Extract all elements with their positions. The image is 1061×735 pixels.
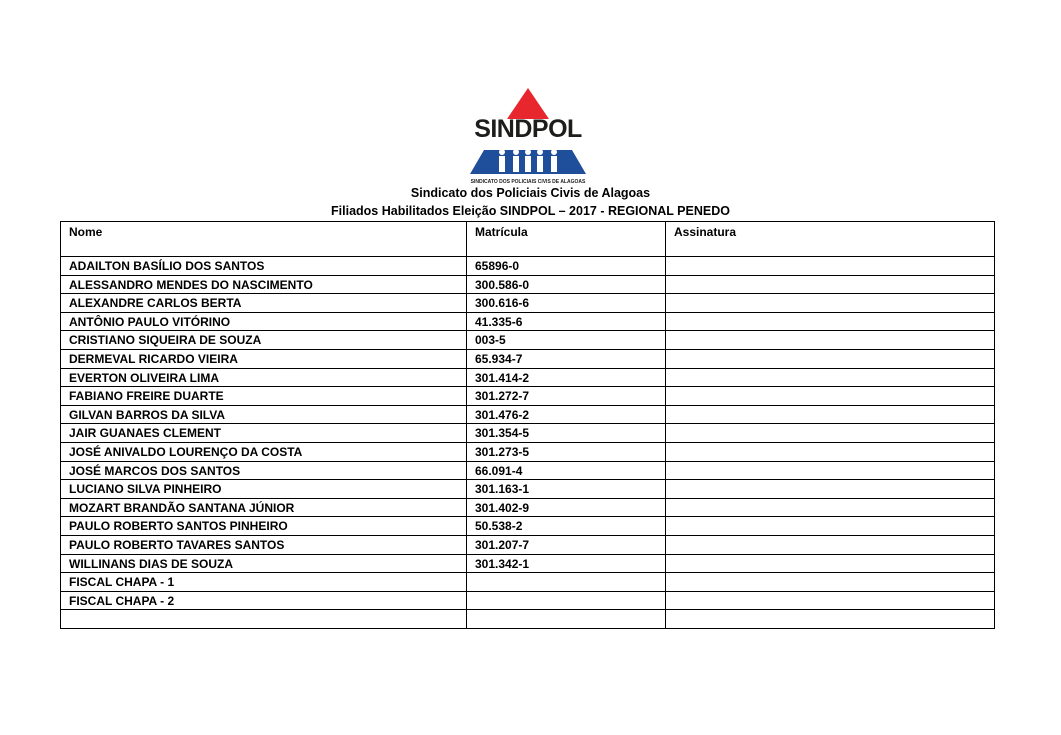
sindpol-logo [464, 86, 592, 188]
cell-assinatura [666, 257, 995, 276]
cell-matricula: 41.335-6 [467, 312, 666, 331]
cell-nome: PAULO ROBERTO TAVARES SANTOS [61, 535, 467, 554]
cell-nome [61, 610, 467, 629]
table-row [61, 610, 995, 629]
cell-assinatura [666, 387, 995, 406]
cell-matricula: 301.354-5 [467, 424, 666, 443]
table-row [61, 480, 995, 499]
cell-matricula: 301.272-7 [467, 387, 666, 406]
cell-assinatura [666, 442, 995, 461]
members-table [60, 221, 995, 629]
cell-matricula: 301.476-2 [467, 405, 666, 424]
table-row [61, 554, 995, 573]
cell-nome: JAIR GUANAES CLEMENT [61, 424, 467, 443]
cell-assinatura [666, 480, 995, 499]
cell-matricula [467, 591, 666, 610]
cell-assinatura [666, 424, 995, 443]
column-header-assinatura: Assinatura [666, 222, 995, 257]
cell-assinatura [666, 349, 995, 368]
cell-assinatura [666, 610, 995, 629]
cell-nome: JOSÉ ANIVALDO LOURENÇO DA COSTA [61, 442, 467, 461]
cell-assinatura [666, 275, 995, 294]
table-row [61, 591, 995, 610]
cell-assinatura [666, 368, 995, 387]
cell-assinatura [666, 535, 995, 554]
cell-assinatura [666, 573, 995, 592]
table-row [61, 275, 995, 294]
logo-subtext: SINDICATO DOS POLICIAIS CIVIS DE ALAGOAS [470, 179, 586, 185]
table-row [61, 424, 995, 443]
table-row [61, 349, 995, 368]
cell-matricula: 65896-0 [467, 257, 666, 276]
cell-nome: EVERTON OLIVEIRA LIMA [61, 368, 467, 387]
table-row [61, 442, 995, 461]
table-header-row [61, 222, 995, 257]
table-row [61, 573, 995, 592]
cell-assinatura [666, 554, 995, 573]
cell-matricula: 300.586-0 [467, 275, 666, 294]
cell-nome: ANTÔNIO PAULO VITÓRINO [61, 312, 467, 331]
table-row [61, 405, 995, 424]
cell-matricula: 301.163-1 [467, 480, 666, 499]
cell-matricula: 65.934-7 [467, 349, 666, 368]
cell-assinatura [666, 312, 995, 331]
cell-nome: JOSÉ MARCOS DOS SANTOS [61, 461, 467, 480]
cell-nome: MOZART BRANDÃO SANTANA JÚNIOR [61, 498, 467, 517]
cell-nome: GILVAN BARROS DA SILVA [61, 405, 467, 424]
table-row [61, 257, 995, 276]
cell-nome: PAULO ROBERTO SANTOS PINHEIRO [61, 517, 467, 536]
cell-nome: CRISTIANO SIQUEIRA DE SOUZA [61, 331, 467, 350]
cell-assinatura [666, 294, 995, 313]
cell-assinatura [666, 591, 995, 610]
table-row [61, 535, 995, 554]
table-row [61, 461, 995, 480]
cell-assinatura [666, 461, 995, 480]
organization-name: Sindicato dos Policiais Civis de Alagoas [410, 186, 651, 200]
cell-nome: FABIANO FREIRE DUARTE [61, 387, 467, 406]
cell-assinatura [666, 498, 995, 517]
table-row [61, 294, 995, 313]
cell-nome: LUCIANO SILVA PINHEIRO [61, 480, 467, 499]
cell-nome: WILLINANS DIAS DE SOUZA [61, 554, 467, 573]
column-header-nome: Nome [61, 222, 467, 257]
members-table-body [61, 257, 995, 629]
cell-matricula: 50.538-2 [467, 517, 666, 536]
cell-matricula [467, 610, 666, 629]
table-row [61, 331, 995, 350]
cell-nome: ALEXANDRE CARLOS BERTA [61, 294, 467, 313]
cell-matricula: 300.616-6 [467, 294, 666, 313]
cell-matricula: 301.402-9 [467, 498, 666, 517]
cell-matricula: 301.342-1 [467, 554, 666, 573]
cell-assinatura [666, 517, 995, 536]
table-row [61, 498, 995, 517]
list-title: Filiados Habilitados Eleição SINDPOL – 2017 - REGIONAL PENEDO [331, 204, 730, 218]
cell-matricula: 301.273-5 [467, 442, 666, 461]
cell-matricula: 301.207-7 [467, 535, 666, 554]
table-row [61, 368, 995, 387]
table-row [61, 517, 995, 536]
cell-nome: ALESSANDRO MENDES DO NASCIMENTO [61, 275, 467, 294]
cell-matricula [467, 573, 666, 592]
logo-wordmark: SINDPOL [474, 115, 582, 143]
cell-nome: DERMEVAL RICARDO VIEIRA [61, 349, 467, 368]
table-row [61, 312, 995, 331]
cell-matricula: 301.414-2 [467, 368, 666, 387]
table-row [61, 387, 995, 406]
cell-nome: ADAILTON BASÍLIO DOS SANTOS [61, 257, 467, 276]
cell-nome: FISCAL CHAPA - 1 [61, 573, 467, 592]
cell-assinatura [666, 331, 995, 350]
cell-matricula: 66.091-4 [467, 461, 666, 480]
cell-nome: FISCAL CHAPA - 2 [61, 591, 467, 610]
column-header-matricula: Matrícula [467, 222, 666, 257]
cell-matricula: 003-5 [467, 331, 666, 350]
cell-assinatura [666, 405, 995, 424]
